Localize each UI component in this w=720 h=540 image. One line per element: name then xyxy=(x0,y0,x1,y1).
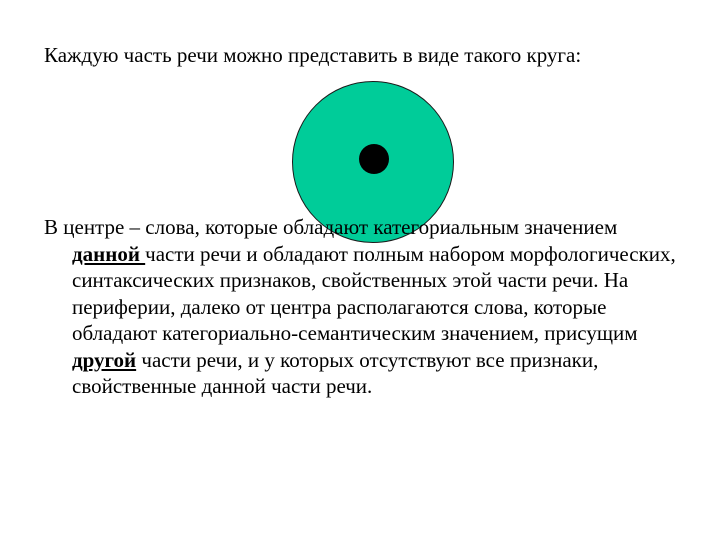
emphasis-drugoy: другой xyxy=(72,347,137,372)
emphasis-dannoy: данной xyxy=(72,241,146,266)
slide-heading: Каждую часть речи можно представить в виде такого круга: xyxy=(44,43,582,67)
circle-center-dot xyxy=(359,144,389,174)
paragraph-text-2: части речи и обладают полным набором морфологических, синтаксических признаков, свойственных этой части речи. На периферии, далеко от центра располагаются слова, которые обладают категориально-семантическим значением, присущим xyxy=(72,241,676,345)
paragraph-text-1: В центре – слова, которые обладают категориальным значением xyxy=(44,215,618,239)
paragraph-text-3: части речи, и у которых отсутствуют все признаки, свойственные данной части речи. xyxy=(72,347,599,398)
slide-body-paragraph xyxy=(44,214,684,400)
